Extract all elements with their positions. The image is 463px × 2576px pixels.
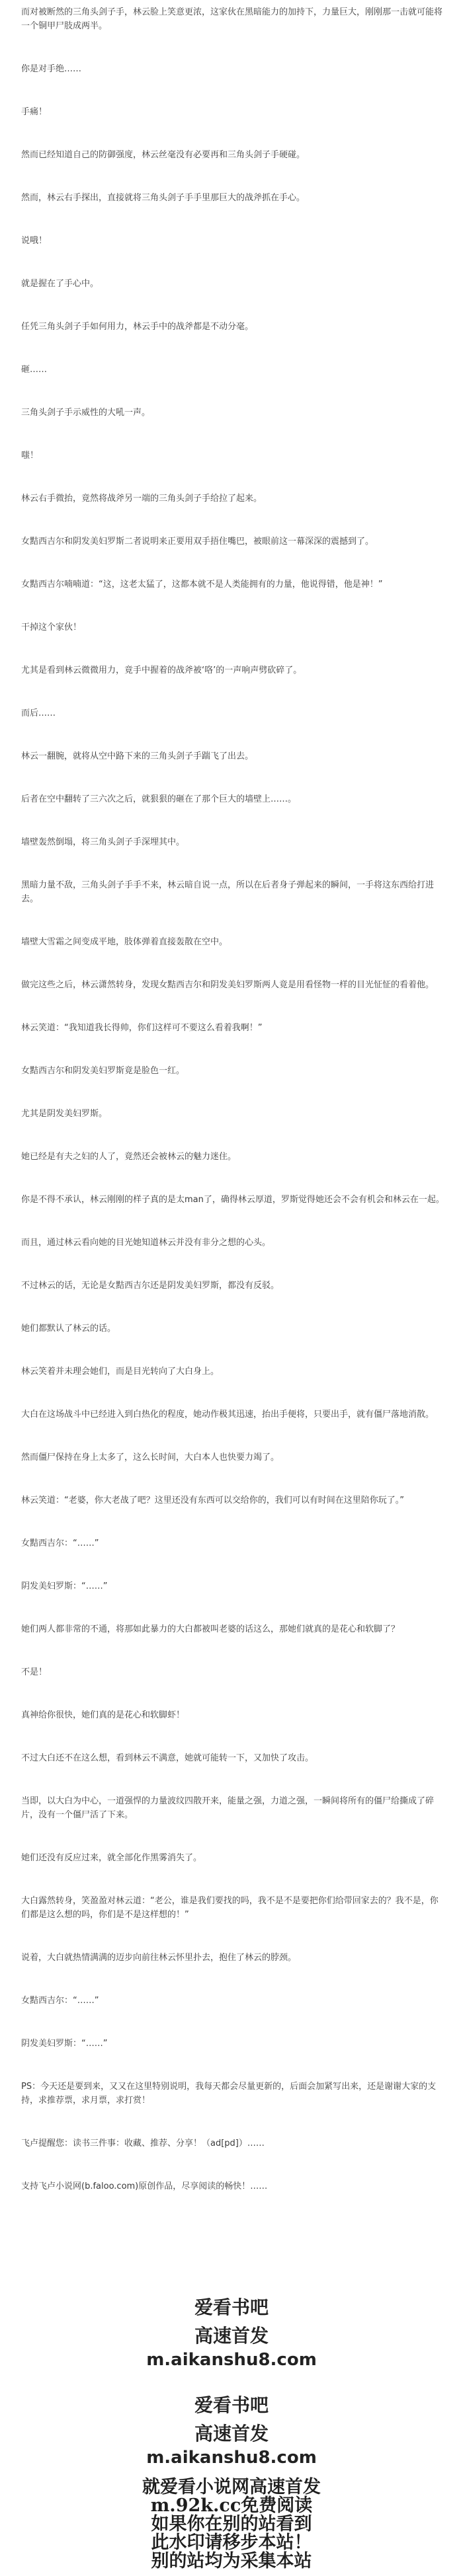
paragraph: 而且，通过林云看向她的目光她知道林云并没有非分之想的心头。 (21, 1238, 271, 1248)
paragraph: 女黠西吉尔喃喃道：“这，这老太猛了，这都本就不是人类能拥有的力量，他说得错，他是神！” (21, 580, 383, 589)
paragraph: 说着，大白就热情满满的迈步向前往林云怀里扑去，抱住了林云的脖颈。 (21, 1953, 297, 1963)
paragraph: 做完这些之后，林云潇然转身，发现女黠西吉尔和阴发美妇罗斯两人竟是用看怪物一样的目光怔怔的看着他。 (21, 980, 435, 990)
paragraph: 她们都默认了林云的话。 (21, 1324, 116, 1334)
paragraph: 林云笑道：“老婆，你大老战了吧？这里还没有东西可以交给你的，我们可以有时间在这里陪你玩了。” (21, 1496, 404, 1505)
paragraph: 墙壁大雪霜之间变成平地，肢体弹着直接轰散在空中。 (21, 937, 228, 947)
watermark-title: 爱看书吧 (194, 2296, 269, 2318)
paragraph: 然而已经知道自己的防御强度，林云丝毫没有必要再和三角头剑子手硬碰。 (21, 150, 306, 160)
notice-line: 就爱看小说网高速首发 (142, 2477, 321, 2497)
paragraph: 干掉这个家伙！ (21, 623, 82, 632)
paragraph: 女黠西吉尔和阴发美妇罗斯二者说明来正要用双手捂住嘴巴，被眼前这一幕深深的震撼到了。 (21, 537, 374, 547)
watermark-url: m.aikanshu8.com (146, 2448, 317, 2468)
paragraph: 墙壁轰然倒塌，将三角头剑子手深埋其中。 (21, 837, 185, 847)
paragraph: 嗤！ (21, 451, 39, 461)
paragraph: 后者在空中翻转了三六次之后，就狠狠的砸在了那个巨大的墙壁上……。 (21, 794, 297, 804)
paragraph: 你是对手绝…… (21, 64, 82, 74)
paragraph: 当即，以大白为中心，一道强悍的力量波纹四散开来，能量之强，力道之强，一瞬间将所有的僵尸给撕成了碎片，没有一个僵尸活了下来。 (21, 1796, 435, 1820)
paragraph: 女黠西吉尔和阴发美妇罗斯竟是脸色一红。 (21, 1066, 185, 1076)
paragraph: 然而僵尸保持在身上太多了，这么长时间，大白本人也快要力竭了。 (21, 1453, 280, 1462)
paragraph: 不过大白还不在这么想，看到林云不满意，她就可能转一下，又加快了攻击。 (21, 1753, 314, 1763)
watermark-subtitle: 高速首发 (194, 2325, 269, 2347)
notice-line: 如果你在别的站看到 (151, 2514, 312, 2534)
paragraph: 阴发美妇罗斯：“……” (21, 2039, 108, 2049)
paragraph: 大白露然转身，笑盈盈对林云道：“老公，谁是我们要找的吗，我不是不是要把你们给带回家去的？我不是，你们都是这么想的吗，你们是不是这样想的！” (21, 1896, 439, 1920)
paragraph: 女黠西吉尔：“……” (21, 1996, 99, 2006)
paragraph: 大白在这场战斗中已经进入到白热化的程度，她动作极其迅速，抬出手便将，只要出手，就有僵尸落地消散。 (21, 1410, 435, 1420)
paragraph: 她们还没有反应过来，就全部化作黑雾消失了。 (21, 1853, 202, 1863)
paragraph: 林云笑着并未理会她们，而是目光转向了大白身上。 (21, 1367, 220, 1377)
watermark-subtitle: 高速首发 (194, 2423, 269, 2444)
notice-line: m.92k.cc免费阅读 (150, 2495, 313, 2516)
paragraph: 林云一翻腕，就将从空中路下来的三角头剑子手踹飞了出去。 (21, 751, 254, 761)
paragraph: 飞卢提醒您：读书三件事：收藏、推荐、分享！（ad[pd]）…… (21, 2139, 265, 2148)
watermark-url: m.aikanshu8.com (146, 2350, 317, 2370)
paragraph: 林云右手微抬，竟然将战斧另一端的三角头剑子手给拉了起来。 (21, 494, 263, 504)
paragraph: 砸…… (21, 365, 48, 375)
paragraph: 她们两人都非常的不通，将那如此暴力的大白都被叫老婆的话这么，那她们就真的是花心和软脚了？ (21, 1624, 400, 1634)
paragraph: 而对被断然的三角头剑子手，林云脸上笑意更浓，这家伙在黑暗能力的加持下，力量巨大，刚刚那一击就可能将一个铜甲尸肢成两半。 (21, 7, 443, 31)
paragraph: 她已经是有夫之妇的人了，竟然还会被林云的魅力迷住。 (21, 1152, 237, 1162)
paragraph: 就是握在了手心中。 (21, 279, 99, 289)
paragraph: 三角头剑子手示威性的大吼一声。 (21, 408, 151, 418)
notice-line: 别的站均为采集本站 (151, 2551, 312, 2571)
paragraph: 支持飞卢小说网(b.faloo.com)原创作品，尽享阅读的畅快！…… (21, 2181, 268, 2191)
paragraph: 不是！ (21, 1667, 48, 1677)
paragraph: 手痛！ (21, 107, 48, 117)
notice-line: 此水印请移步本站！ (151, 2532, 312, 2553)
paragraph: 林云笑道：“我知道我长得帅，你们这样可不要这么看着我啊！” (21, 1023, 263, 1033)
paragraph: PS：今天还是要到来，又又在这里特别说明，我每天都会尽量更新的，后面会加紧写出来，还是谢谢大家的支持，求推荐票，求月票，求打赏！ (21, 2082, 437, 2105)
paragraph: 黑暗力量不敌，三角头剑子手手不来，林云暗自说一点，所以在后者身子弹起来的瞬间，一手将这东西给打进去。 (21, 880, 435, 904)
paragraph: 而后…… (21, 708, 56, 718)
paragraph: 说哦！ (21, 236, 48, 246)
paragraph: 真神给你很快，她们真的是花心和软脚虾！ (21, 1710, 185, 1720)
paragraph: 阴发美妇罗斯：“……” (21, 1581, 108, 1591)
paragraph: 然而，林云右手探出，直接就将三角头剑子手手里那巨大的战斧抓在手心。 (21, 193, 306, 203)
paragraph: 任凭三角头剑子手如何用力，林云手中的战斧都是不动分毫。 (21, 322, 254, 332)
paragraph: 女黠西吉尔：“……” (21, 1538, 99, 1548)
paragraph: 尤其是阴发美妇罗斯。 (21, 1109, 108, 1119)
paragraph: 不过林云的话，无论是女黠西吉尔还是阴发美妇罗斯，都没有反驳。 (21, 1281, 280, 1291)
watermark-title: 爱看书吧 (194, 2394, 269, 2416)
paragraph: 你是不得不承认，林云刚刚的样子真的是太man了，确得林云厚道，罗斯觉得她还会不会有机会和林云在一起。 (21, 1195, 444, 1205)
paragraph: 尤其是看到林云微微用力，竟手中握着的战斧被‘咯’的一声响声劈砍碎了。 (21, 665, 302, 675)
